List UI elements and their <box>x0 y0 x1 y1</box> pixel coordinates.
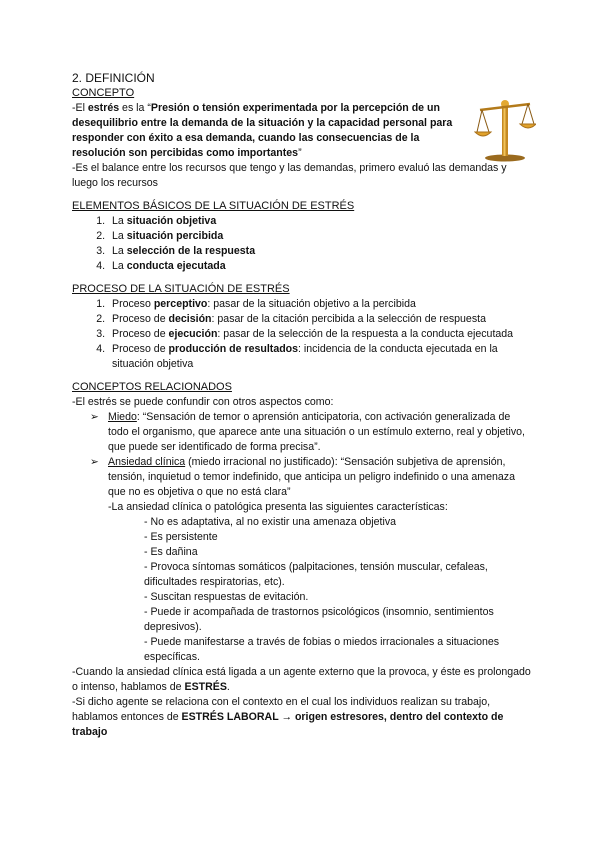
list-item: 3. La selección de la respuesta <box>108 244 532 259</box>
list-item-ansiedad: ➢ Ansiedad clínica (miedo irracional no justificado): “Sensación subjetiva de aprensión, tensión, inquietud o temor indefinido, que anticipa un peligro indefinido o una amenaza que no es objetiva o que no está clara” <box>90 456 515 498</box>
patologica-intro: -La ansiedad clínica o patológica presenta las siguientes características: <box>108 501 448 513</box>
list-item: 3. Proceso de ejecución: pasar de la selección de la respuesta a la conducta ejecutada <box>108 327 532 342</box>
proceso-heading: PROCESO DE LA SITUACIÓN DE ESTRÉS <box>72 283 290 295</box>
list-item: 4. Proceso de producción de resultados: incidencia de la conducta ejecutada en la situación objetiva <box>108 342 532 372</box>
document-page <box>72 70 532 740</box>
list-item-miedo: ➢ Miedo: “Sensación de temor o aprensión anticipatoria, con activación generalizada de todo el organismo, que aparece ante una situación o un estímulo externo, real y objetivo, que puede ser identificado de forma precisa”. <box>90 411 525 453</box>
estres-laboral-paragraph: -Si dicho agente se relaciona con el contexto en el cual los individuos realizan su trabajo, hablamos entonces de ESTRÉS LABORAL → origen estresores, dentro del contexto de trabajo <box>72 696 504 738</box>
list-item: - Es persistente <box>144 531 218 543</box>
list-item: 1. Proceso perceptivo: pasar de la situación objetivo a la percibida <box>108 297 532 312</box>
concepto-heading: CONCEPTO <box>72 87 135 99</box>
elementos-list <box>72 214 532 274</box>
relacionados-list <box>72 410 532 500</box>
list-item: 1. La situación objetiva <box>108 214 532 229</box>
concepto-balance: -Es el balance entre los recursos que tengo y las demandas, primero evaluó las demandas y luego los recursos <box>72 162 507 189</box>
caracteristicas-list <box>72 515 532 665</box>
list-item: 2. La situación percibida <box>108 229 532 244</box>
arrow-bullet-icon: ➢ <box>90 411 99 423</box>
list-item: - Puede manifestarse a través de fobias o miedos irracionales a situaciones específicas. <box>144 636 500 663</box>
list-item: 2. Proceso de decisión: pasar de la citación percibida a la selección de respuesta <box>108 312 532 327</box>
concepto-definition: -El estrés es la “Presión o tensión experimentada por la percepción de un desequilibrio entre la demanda de la situación y la capacidad personal para responder con éxito a esa demanda, cuando las consecuencias de la resolución son percibidas como importantes” <box>72 102 453 159</box>
list-item: - Es dañina <box>144 546 198 558</box>
list-item: 4. La conducta ejecutada <box>108 259 532 274</box>
estres-paragraph: -Cuando la ansiedad clínica está ligada a un agente externo que la provoca, y éste es prolongado o intenso, hablamos de ESTRÉS. <box>72 666 531 693</box>
elementos-heading: ELEMENTOS BÁSICOS DE LA SITUACIÓN DE ESTRÉS <box>72 200 355 212</box>
balance-scale-icon <box>474 94 536 162</box>
list-item: - Puede ir acompañada de trastornos psicológicos (insomnio, sentimientos depresivos). <box>144 606 494 633</box>
arrow-bullet-icon: ➢ <box>90 456 99 468</box>
relacionados-heading: CONCEPTOS RELACIONADOS <box>72 381 232 393</box>
list-item: - Suscitan respuestas de evitación. <box>144 591 309 603</box>
section-title: 2. DEFINICIÓN <box>72 71 155 85</box>
proceso-list <box>72 297 532 372</box>
relacionados-intro: -El estrés se puede confundir con otros aspectos como: <box>72 396 334 408</box>
list-item: - No es adaptativa, al no existir una amenaza objetiva <box>144 516 397 528</box>
list-item: - Provoca síntomas somáticos (palpitaciones, tensión muscular, cefaleas, dificultades respiratorias, etc). <box>144 561 488 588</box>
